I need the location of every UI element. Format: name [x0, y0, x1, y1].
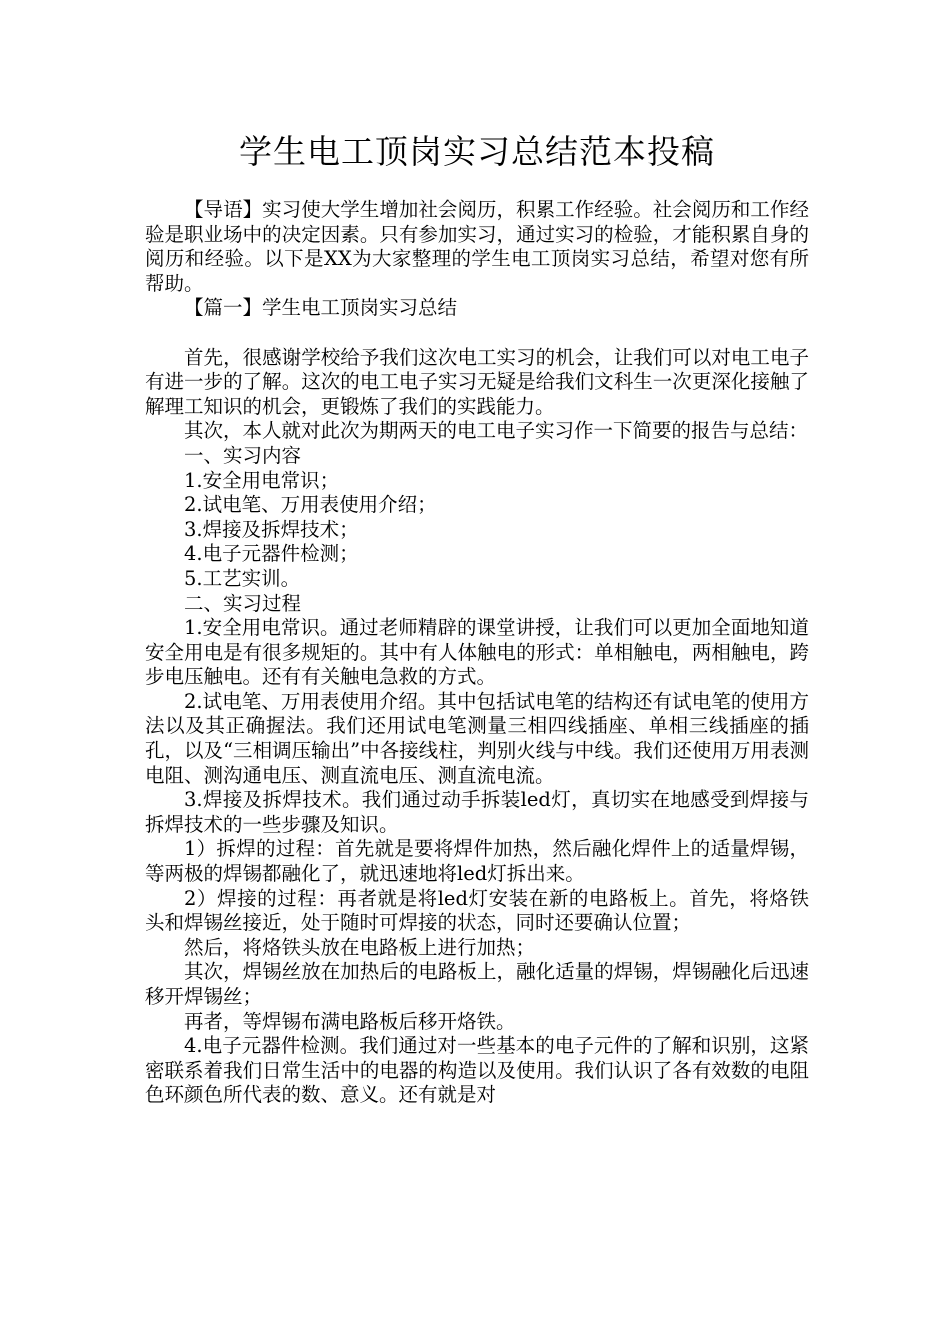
body-paragraph: 2.试电笔、万用表使用介绍。其中包括试电笔的结构还有试电笔的使用方法以及其正确握法。我们还用试电笔测量三相四线插座、单相三线插座的插孔，以及“三相调压输出”中各接线柱，判别火线与中线。我们还使用万用表测电阻、测沟通电压、测直流电压、测直流电流。: [145, 689, 809, 787]
body-paragraph: 1）拆焊的过程：首先就是要将焊件加热，然后融化焊件上的适量焊锡，等两极的焊锡都融化了，就迅速地将led灯拆出来。: [145, 837, 809, 886]
body-paragraph: 4.电子元器件检测。我们通过对一些基本的电子元件的了解和识别，这紧密联系着我们日常生活中的电器的构造以及使用。我们认识了各有效数的电阻色环颜色所代表的数、意义。还有就是对: [145, 1034, 809, 1107]
list-item: 2.试电笔、万用表使用介绍；: [184, 493, 437, 517]
section-heading-part-one: 【篇一】学生电工顶岗实习总结: [184, 296, 458, 320]
body-paragraph: 1.安全用电常识。通过老师精辟的课堂讲授，让我们可以更加全面地知道安全用电是有很多规矩的。其中有人体触电的形式：单相触电，两相触电，跨步电压触电。还有有关触电急救的方式。: [145, 616, 809, 689]
body-paragraph: 其次，焊锡丝放在加热后的电路板上，融化适量的焊锡，焊锡融化后迅速移开焊锡丝；: [145, 960, 809, 1008]
body-paragraph: 再者，等焊锡布满电路板后移开烙铁。: [184, 1009, 516, 1033]
list-item: 3.焊接及拆焊技术；: [184, 517, 359, 541]
list-item: 5.工艺实训。: [184, 566, 301, 590]
document-title: 学生电工顶岗实习总结范本投稿: [239, 132, 715, 171]
section-heading: 一、实习内容: [184, 443, 302, 467]
section-heading: 二、实习过程: [184, 591, 302, 615]
body-paragraph: 3.焊接及拆焊技术。我们通过动手拆装led灯，真切实在地感受到焊接与拆焊技术的一些步骤及知识。: [145, 788, 809, 836]
body-paragraph: 其次，本人就对此次为期两天的电工电子实习作一下简要的报告与总结：: [184, 419, 809, 443]
document-body: [145, 198, 809, 1108]
body-paragraph: 然后，将烙铁头放在电路板上进行加热；: [184, 935, 536, 959]
paragraph-spacer: [145, 321, 809, 346]
body-paragraph: 2）焊接的过程：再者就是将led灯安装在新的电路板上。首先，将烙铁头和焊锡丝接近，处于随时可焊接的状态，同时还要确认位置；: [145, 886, 809, 935]
list-item: 1.安全用电常识；: [184, 468, 340, 492]
document-page: [145, 130, 809, 1108]
intro-paragraph: 【导语】实习使大学生增加社会阅历，积累工作经验。社会阅历和工作经验是职业场中的决定因素。只有参加实习，通过实习的检验，才能积累自身的阅历和经验。以下是XX为大家整理的学生电工顶岗实习总结，希望对您有所帮助。: [145, 198, 809, 295]
list-item: 4.电子元器件检测；: [184, 542, 359, 566]
body-paragraph: 首先，很感谢学校给予我们这次电工实习的机会，让我们可以对电工电子有进一步的了解。这次的电工电子实习无疑是给我们文科生一次更深化接触了解理工知识的机会，更锻炼了我们的实践能力。: [145, 345, 809, 418]
